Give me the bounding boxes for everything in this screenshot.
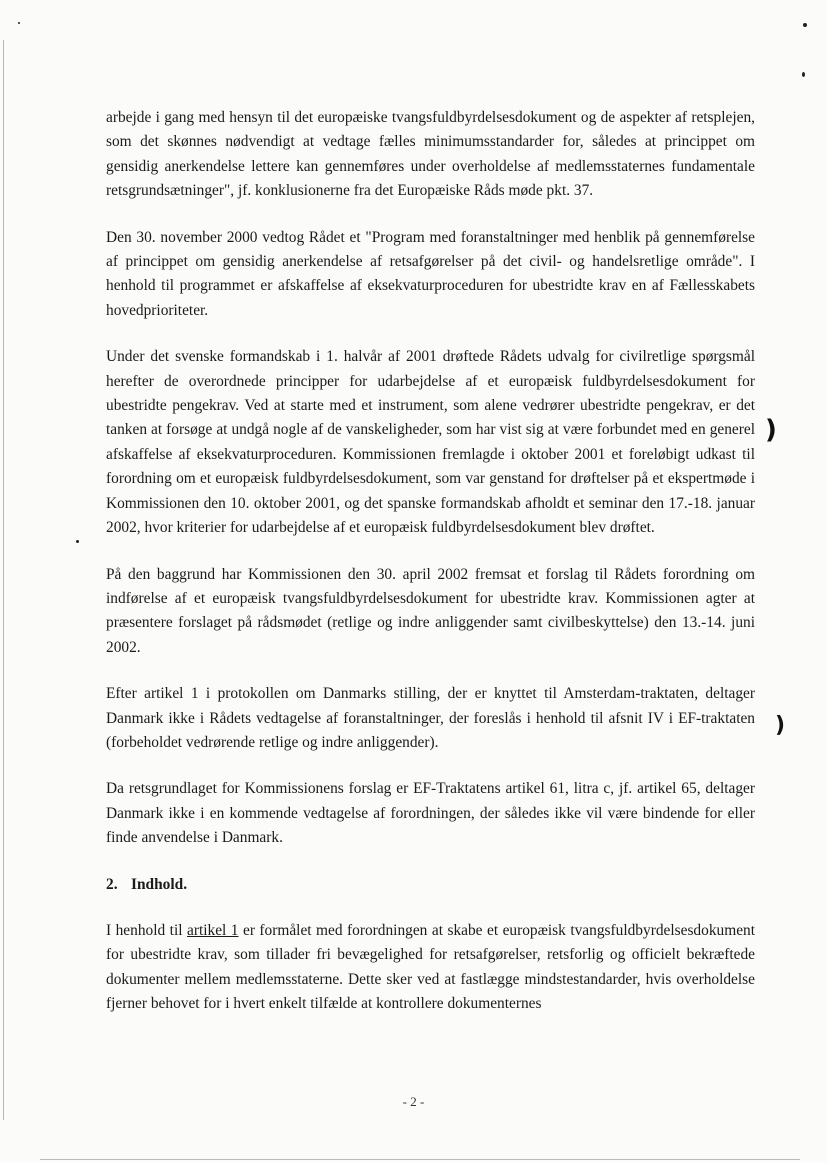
section-title: Indhold.	[131, 875, 188, 893]
scan-speck	[802, 72, 805, 77]
paragraph-4: På den baggrund har Kommissionen den 30. april 2002 fremsat et forslag til Rådets forordning om indførelse af et europæisk tvangsfuldbyrdelsesdokument for ubestridte krav. Kommissionen agter at præsentere forslaget på rådsmødet (retlige og indre anliggender samt civilbeskyttelse) den 13.-14. juni 2002.	[106, 565, 755, 656]
paragraph-6: Da retsgrundlaget for Kommissionens forslag er EF-Traktatens artikel 61, litra c, jf. artikel 65, deltager Danmark ikke i en kommende vedtagelse af forordningen, der således ikke vil være bindende for eller finde anvendelse i Danmark.	[106, 780, 755, 847]
section-number: 2.	[106, 875, 118, 893]
paragraph-7	[106, 919, 755, 1017]
scan-paren-mark: )	[775, 713, 786, 738]
scan-speck	[18, 22, 20, 24]
scan-speck	[803, 23, 807, 27]
paragraph-7-start: I henhold til	[106, 921, 187, 939]
paragraph-3: Under det svenske formandskab i 1. halvår af 2001 drøftede Rådets udvalg for civilretlige spørgsmål herefter de overordnede principper for udarbejdelse af et europæisk fuldbyrdelsesdokument for ubestridte pengekrav. Ved at starte med et instrument, som alene vedrører ubestridte pengekrav, er det tanken at forsøge at undgå nogle af de vanskeligheder, som har vist sig at være forbundet med en generel afskaffelse af eksekvaturproceduren. Kommissionen fremlagde i oktober 2001 et foreløbigt udkast til forordning om et europæisk fuldbyrdelsesdokument, som var genstand for drøftelser på et ekspertmøde i Kommissionen den 10. oktober 2001, og det spanske formandskab afholdt et seminar den 17.-18. januar 2002, hvor kriterier for udarbejdelse af et europæisk fuldbyrdelsesdokument blev drøftet.	[106, 348, 755, 537]
paragraph-7-rest: er formålet med forordningen at skabe et europæisk tvangsfuldbyrdelsesdokument for ubestridte krav, som tillader fri bevægelighed for retsafgørelser, retsforlig og officielt bekræftede dokumenter mellem medlemsstaterne. Dette sker ved at fastlægge mindstestandarder, hvis overholdelse fjerner behovet for i hvert enkelt tilfælde at kontrollere dokumenternes	[106, 921, 755, 1013]
paragraph-5: Efter artikel 1 i protokollen om Danmarks stilling, der er knyttet til Amsterdam-traktaten, deltager Danmark ikke i Rådets vedtagelse af foranstaltninger, der foreslås i henhold til afsnit IV i EF-traktaten (forbeholdet vedrørende retlige og indre anliggender).	[106, 685, 755, 751]
paragraph-2: Den 30. november 2000 vedtog Rådet et "Program med foranstaltninger med henblik på gennemførelse af princippet om gensidig anerkendelse af retsafgørelser på det civil- og handelsretlige område". I henhold til programmet er afskaffelse af eksekvaturproceduren for ubestridte krav en af Fællesskabets hovedprioriteter.	[106, 228, 755, 319]
paragraph-1: arbejde i gang med hensyn til det europæiske tvangsfuldbyrdelsesdokument og de aspekter af retsplejen, som det skønnes nødvendigt at vedtage fælles minimumsstandarder for, således at princippet om gensidig anerkendelse lettere kan gennemføres under overholdelse af medlemsstaternes fundamentale retsgrundsætninger", jf. konklusionerne fra det Europæiske Råds møde pkt. 37.	[106, 109, 755, 200]
article-1-reference: artikel 1	[187, 921, 239, 939]
scan-speck	[76, 540, 79, 543]
scan-paren-mark: )	[765, 415, 777, 445]
page-number: - 2 -	[402, 1094, 425, 1109]
scan-bottom-line	[40, 1159, 800, 1160]
body-text	[106, 106, 755, 1039]
scan-edge-line	[3, 40, 4, 1120]
section-heading	[106, 873, 755, 897]
